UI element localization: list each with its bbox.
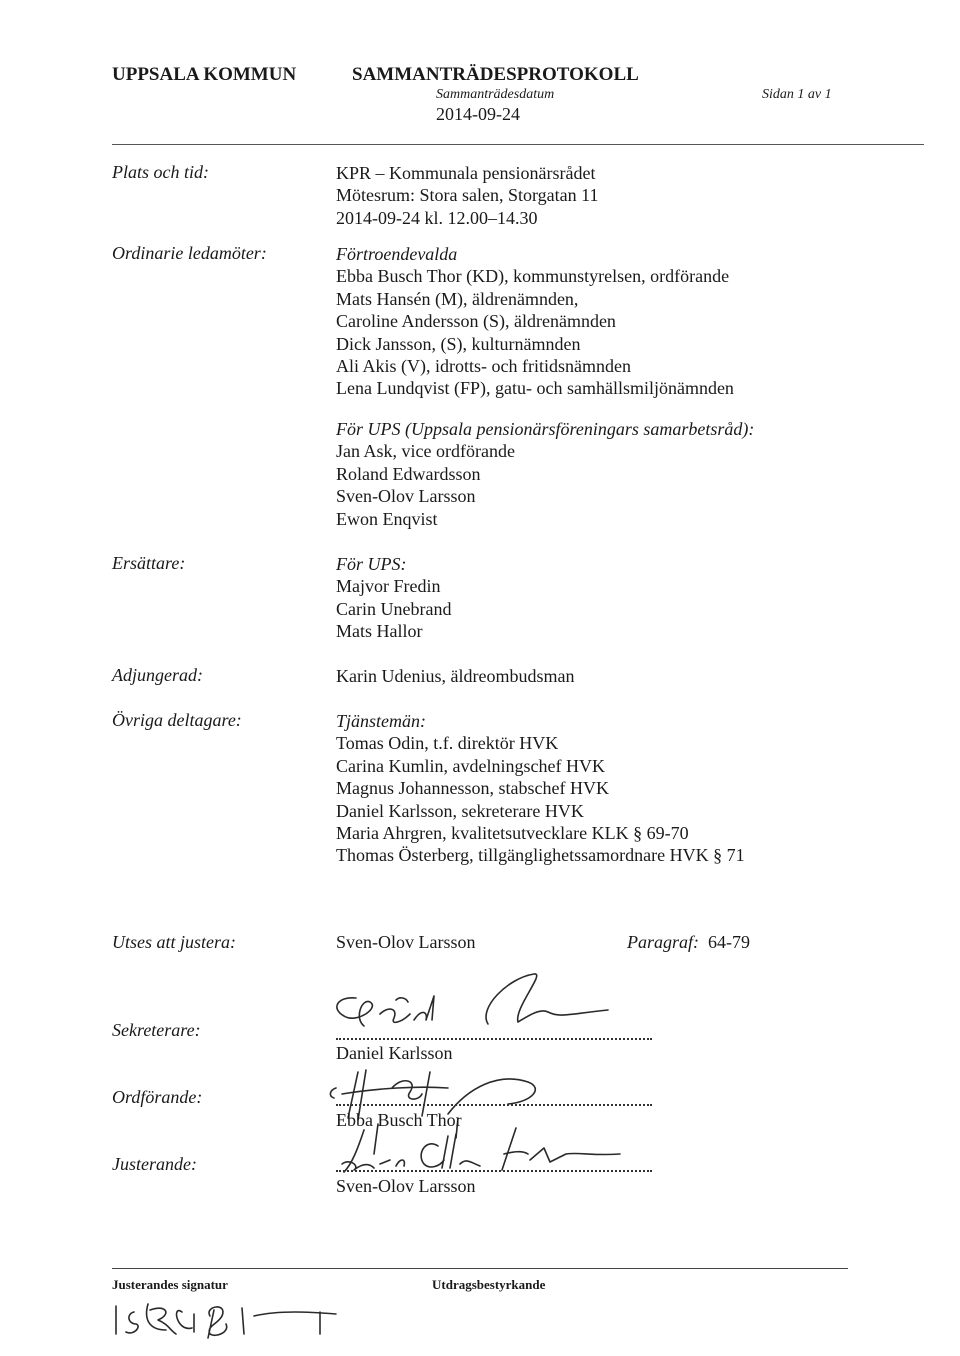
group-heading: För UPS: [336,554,407,574]
sekreterare-label: Sekreterare: [112,1020,201,1040]
group-heading: Tjänstemän: [336,711,426,731]
date-label: Sammanträdesdatum [436,87,555,102]
member-line: Carin Unebrand [336,598,452,619]
ovriga-label: Övriga deltagare: [112,710,242,730]
ovriga-block [336,710,745,867]
plats-line: KPR – Kommunala pensionärsrådet [336,163,596,183]
participant-line: Daniel Karlsson, sekreterare HVK [336,800,584,821]
ups-block [336,418,754,530]
header-rule [112,144,924,145]
member-line: Ali Akis (V), idrotts- och fritidsnämnden [336,356,631,377]
participant-line: Carina Kumlin, avdelningschef HVK [336,755,605,776]
justerande-name: Sven-Olov Larsson [336,1176,476,1196]
participant-line: Magnus Johannesson, stabschef HVK [336,778,609,799]
meeting-date: 2014-09-24 [436,104,520,124]
member-line: Lena Lundqvist (FP), gatu- och samhällsmiljönämnden [336,378,734,399]
signature-line [336,1104,652,1106]
member-line: Dick Jansson, (S), kulturnämnden [336,333,581,354]
organization-name: UPPSALA KOMMUN [112,64,297,85]
member-line: Jan Ask, vice ordförande [336,441,515,462]
member-line: Mats Hallor [336,621,423,642]
plats-label: Plats och tid: [112,162,209,182]
ersattare-label: Ersättare: [112,553,186,573]
initials-signature [110,1294,350,1340]
justerande-label: Justerande: [112,1154,197,1174]
signature-line [336,1170,652,1172]
member-line: Mats Hansén (M), äldrenämnden, [336,288,579,309]
document-title: SAMMANTRÄDESPROTOKOLL [352,64,639,85]
page-number: Sidan 1 av 1 [762,87,832,102]
participant-line: Tomas Odin, t.f. direktör HVK [336,733,559,754]
utdragsbestyrkande-label: Utdragsbestyrkande [432,1277,546,1292]
member-line: Sven-Olov Larsson [336,486,476,507]
ordforande-name: Ebba Busch Thor [336,1110,462,1130]
member-line: Caroline Andersson (S), äldrenämnden [336,311,616,332]
ordforande-label: Ordförande: [112,1087,203,1107]
plats-line: 2014-09-24 kl. 12.00–14.30 [336,207,538,228]
member-line: Majvor Fredin [336,576,441,597]
plats-block [336,162,598,229]
sekreterare-name: Daniel Karlsson [336,1043,453,1063]
group-heading: Förtroendevalda [336,244,458,264]
ersattare-block [336,553,451,643]
justera-name: Sven-Olov Larsson [336,932,476,952]
member-line: Roland Edwardsson [336,463,481,484]
adjungerad-value: Karin Udenius, äldreombudsman [336,666,575,686]
paragraf-value: 64-79 [708,932,750,952]
adjuster-signature [330,1124,630,1176]
member-line: Ebba Busch Thor (KD), kommunstyrelsen, ordförande [336,266,730,287]
justera-label: Utses att justera: [112,932,236,952]
member-line: Ewon Enqvist [336,508,438,529]
paragraf-label: Paragraf: [627,932,699,952]
secretary-signature [318,968,638,1038]
footer-rule [112,1268,848,1269]
group-heading: För UPS (Uppsala pensionärsföreningars samarbetsråd): [336,419,755,439]
adjungerad-label: Adjungerad: [112,665,203,685]
ordinarie-block [336,243,734,400]
participant-line: Thomas Österberg, tillgänglighetssamordnare HVK § 71 [336,845,745,866]
plats-line: Mötesrum: Stora salen, Storgatan 11 [336,185,599,206]
ordinarie-label: Ordinarie ledamöter: [112,243,267,263]
signature-line [336,1038,652,1040]
participant-line: Maria Ahrgren, kvalitetsutvecklare KLK § 69-70 [336,823,689,844]
justerandes-signatur-label: Justerandes signatur [112,1277,228,1292]
